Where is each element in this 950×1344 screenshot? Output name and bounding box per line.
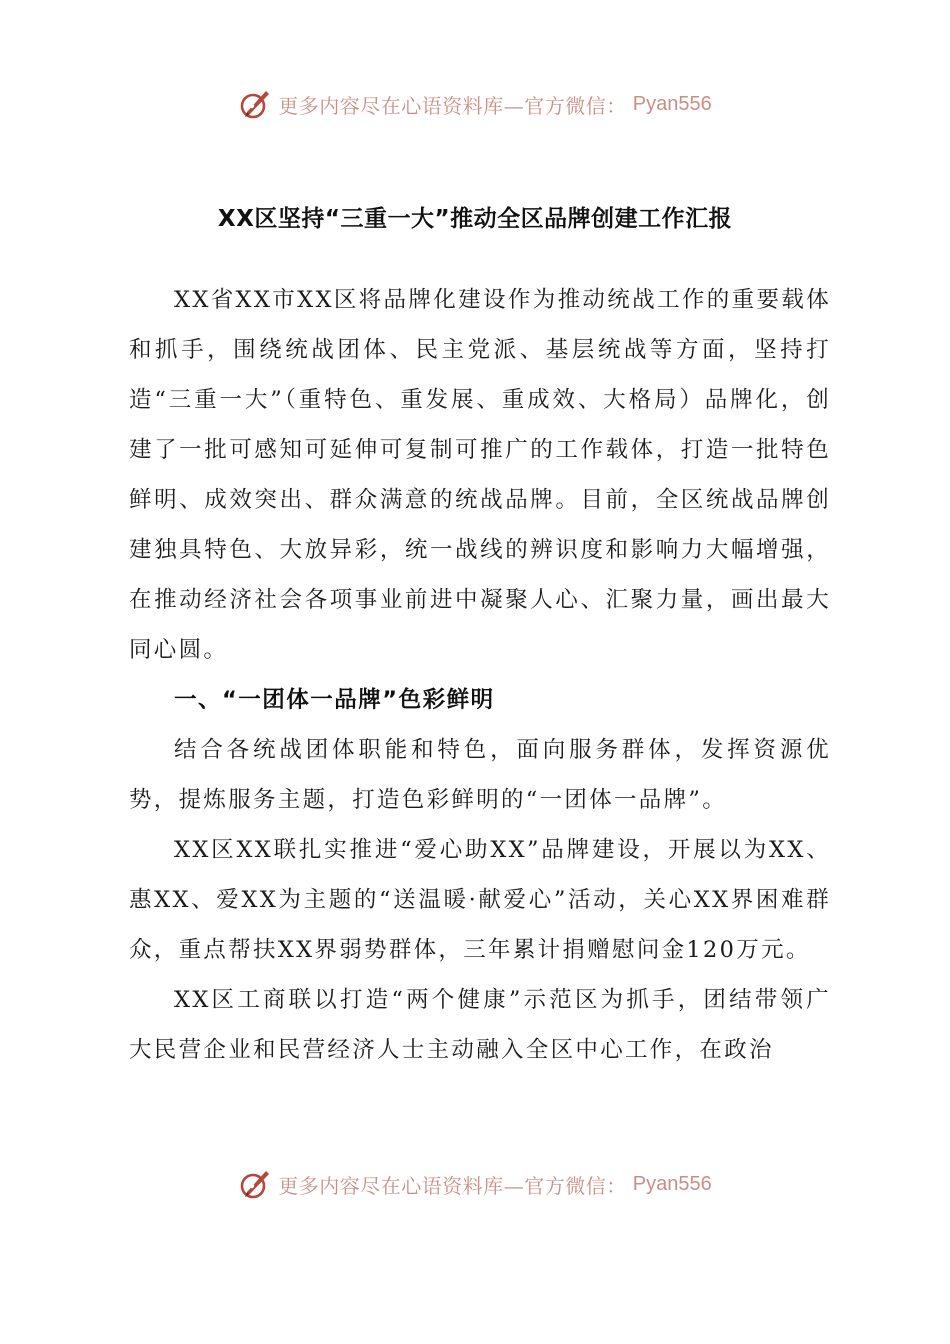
banner-wechat-id: Pyan556 — [632, 92, 712, 115]
body-paragraph: 结合各统战团体职能和特色，面向服务群体，发挥资源优势，提炼服务主题，打造色彩鲜明的“一团体一品牌”。 — [129, 737, 831, 813]
document-body — [129, 275, 831, 1075]
intro-paragraph: XX省XX市XX区将品牌化建设作为推动统战工作的重要载体和抓手，围绕统战团体、民主党派、基层统战等方面，坚持打造“三重一大”（重特色、重发展、重成效、大格局）品牌化，创建了一批可感知可延伸可复制可推广的工作载体，打造一批特色鲜明、成效突出、群众满意的统战品牌。目前，全区统战品牌创建独具特色、大放异彩，统一战线的辨识度和影响力大幅增强，在推动经济社会各项事业前进中凝聚人心、汇聚力量，画出最大同心圆。 — [129, 287, 831, 663]
body-paragraph: XX区工商联以打造“两个健康”示范区为抓手，团结带领广大民营企业和民营经济人士主动融入全区中心工作，在政治 — [129, 987, 831, 1063]
document-title: XX区坚持“三重一大”推动全区品牌创建工作汇报 — [217, 206, 733, 232]
banner-text: 更多内容尽在心语资料库—官方微信： — [278, 1173, 627, 1198]
quill-logo-icon — [238, 87, 272, 121]
section-heading: 一、“一团体一品牌”色彩鲜明 — [174, 687, 495, 713]
quill-logo-icon — [238, 1167, 272, 1201]
body-paragraph: XX区XX联扎实推进“爱心助XX”品牌建设，开展以为XX、惠XX、爱XX为主题的“送温暖·献爱心”活动，关心XX界困难群众，重点帮扶XX界弱势群体，三年累计捐赠慰问金120万元。 — [129, 837, 831, 963]
banner-text: 更多内容尽在心语资料库—官方微信： — [278, 93, 627, 118]
footer-watermark-banner — [0, 1160, 950, 1208]
header-watermark-banner — [0, 80, 950, 128]
banner-wechat-id: Pyan556 — [632, 1172, 712, 1195]
